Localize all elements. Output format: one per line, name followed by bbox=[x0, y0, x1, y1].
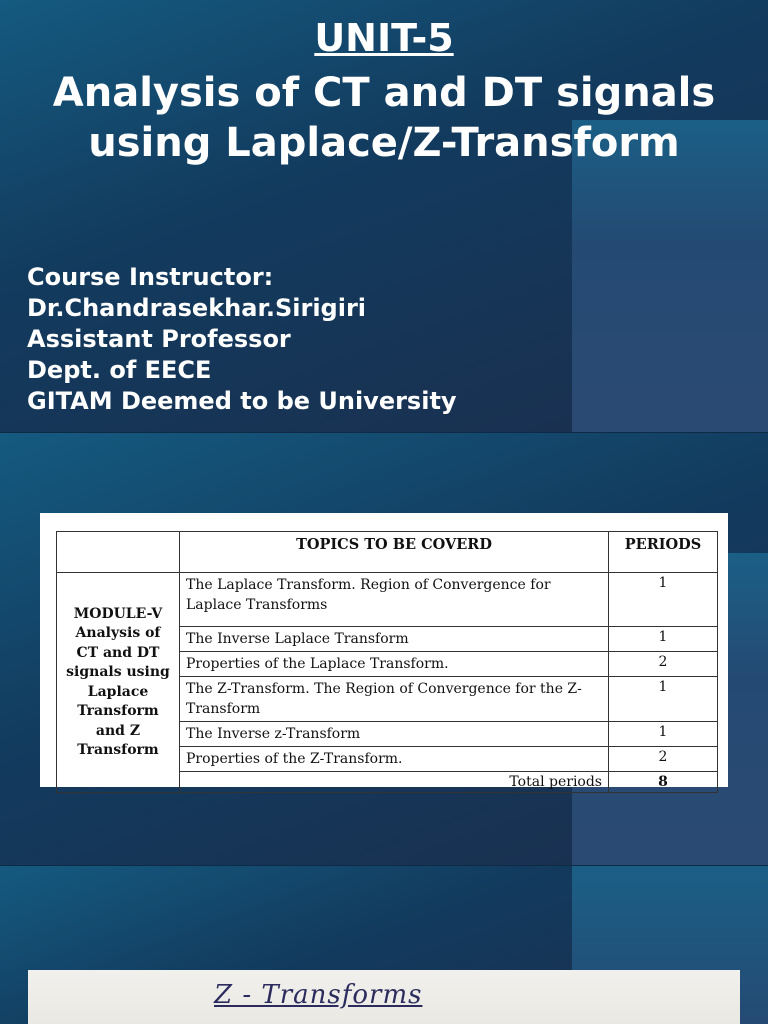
module-line: Transform bbox=[77, 703, 159, 719]
module-line: Laplace bbox=[87, 683, 149, 700]
module-cell bbox=[57, 573, 180, 793]
title-slide bbox=[0, 0, 768, 432]
instructor-line: Dr.Chandrasekhar.Sirigiri bbox=[27, 294, 367, 322]
total-value: 8 bbox=[609, 772, 718, 793]
instructor-line: Course Instructor: bbox=[27, 263, 274, 291]
main-title-line-2: using Laplace/Z-Transform bbox=[88, 120, 680, 166]
periods-cell: 2 bbox=[609, 747, 718, 772]
module-line: Transform bbox=[77, 742, 159, 758]
periods-cell: 1 bbox=[609, 677, 718, 722]
topic-cell: The Z-Transform. The Region of Convergence for the Z-Transform bbox=[180, 677, 609, 722]
main-title bbox=[0, 68, 768, 168]
topic-cell: The Laplace Transform. Region of Convergence for Laplace Transforms bbox=[180, 573, 609, 627]
handwritten-title: Z - Transforms bbox=[214, 980, 423, 1010]
table-header-row bbox=[57, 532, 718, 573]
topic-cell: The Inverse Laplace Transform bbox=[180, 627, 609, 652]
header-topics: TOPICS TO BE COVERD bbox=[180, 532, 609, 573]
topics-table bbox=[56, 531, 718, 793]
instructor-line: GITAM Deemed to be University bbox=[27, 387, 457, 415]
main-title-line-1: Analysis of CT and DT signals bbox=[52, 70, 716, 116]
topic-cell: Properties of the Z-Transform. bbox=[180, 747, 609, 772]
periods-cell: 1 bbox=[609, 722, 718, 747]
table-row bbox=[57, 573, 718, 627]
z-transform-slide bbox=[0, 866, 768, 1024]
periods-cell: 1 bbox=[609, 573, 718, 627]
module-line: MODULE-V bbox=[73, 605, 163, 622]
handwritten-notes-photo bbox=[28, 970, 740, 1024]
module-line: CT and DT bbox=[76, 644, 160, 661]
instructor-block bbox=[27, 262, 457, 417]
module-line: and Z bbox=[95, 722, 141, 739]
header-periods: PERIODS bbox=[609, 532, 718, 573]
topics-table-card bbox=[40, 513, 728, 790]
topics-slide bbox=[0, 433, 768, 865]
module-line: signals using bbox=[66, 664, 170, 680]
total-label: Total periods bbox=[180, 772, 609, 793]
topic-cell: The Inverse z-Transform bbox=[180, 722, 609, 747]
periods-cell: 1 bbox=[609, 627, 718, 652]
instructor-line: Dept. of EECE bbox=[27, 356, 212, 384]
topic-cell: Properties of the Laplace Transform. bbox=[180, 652, 609, 677]
periods-cell: 2 bbox=[609, 652, 718, 677]
module-line: Analysis of bbox=[75, 625, 161, 641]
instructor-line: Assistant Professor bbox=[27, 325, 291, 353]
unit-title: UNIT-5 bbox=[314, 16, 454, 60]
header-module bbox=[57, 532, 180, 573]
